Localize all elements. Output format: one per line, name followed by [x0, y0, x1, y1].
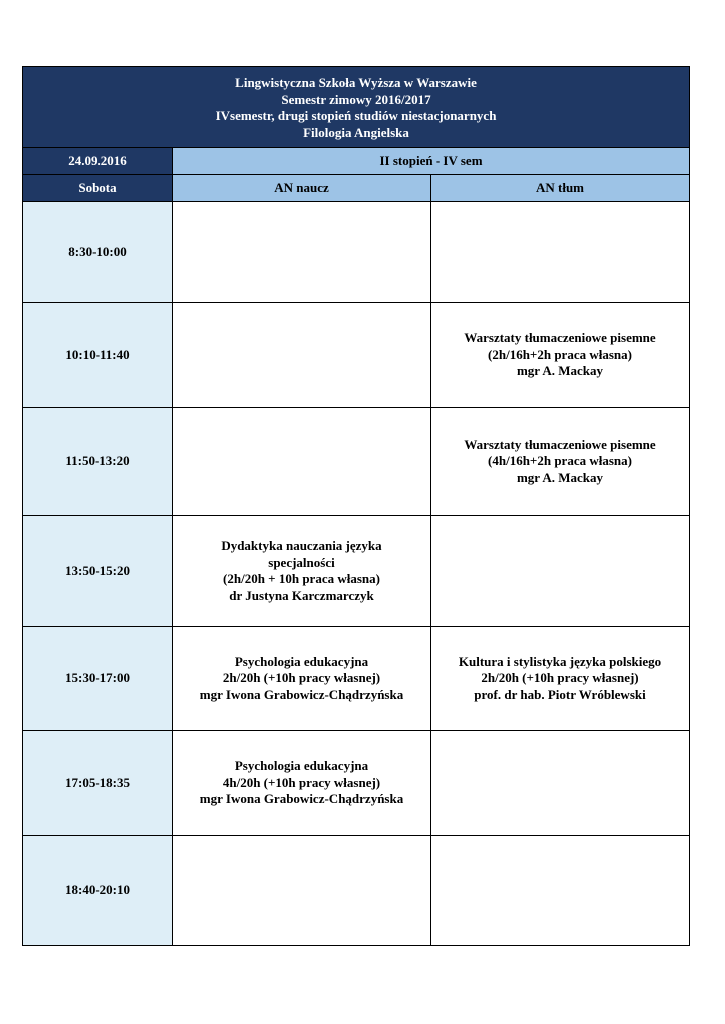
column-header-row [23, 175, 690, 202]
class-cell-an-tlum [431, 516, 690, 627]
class-info-line: Psychologia edukacyjna [234, 653, 369, 669]
class-cell-an-naucz [173, 627, 431, 731]
time-slot-row [23, 303, 690, 408]
time-slot-label: 17:05-18:35 [23, 731, 173, 836]
date-row [23, 148, 690, 175]
time-slot-row [23, 731, 690, 836]
class-cell-an-naucz [173, 731, 431, 836]
class-info-line: Warsztaty tłumaczeniowe pisemne [464, 436, 656, 452]
class-info-line: (2h/16h+2h praca własna) [488, 346, 632, 362]
time-slot-label: 11:50-13:20 [23, 408, 173, 516]
class-info-line: 2h/20h (+10h pracy własnej) [222, 670, 381, 686]
class-info-line: Psychologia edukacyjna [234, 758, 369, 774]
class-info-line: (2h/20h + 10h praca własna) [223, 571, 380, 586]
time-slot-row [23, 627, 690, 731]
class-cell-an-naucz [173, 516, 431, 627]
class-info-line: dr Justyna Karczmarczyk [229, 587, 374, 603]
study-level: IVsemestr, drugi stopień studiów niestacjonarnych [215, 108, 497, 123]
time-slot-row [23, 202, 690, 303]
group-label: II stopień - IV sem [173, 148, 690, 175]
class-cell-an-tlum [431, 202, 690, 303]
class-cell-an-naucz [173, 408, 431, 516]
date-label: 24.09.2016 [23, 148, 173, 175]
class-info-line: Dydaktyka nauczania języka [221, 538, 382, 553]
time-slot-row [23, 516, 690, 627]
class-cell-an-tlum [431, 303, 690, 408]
time-slot-row [23, 836, 690, 946]
class-info-line: 4h/20h (+10h pracy własnej) [222, 774, 381, 790]
time-slot-label: 18:40-20:10 [23, 836, 173, 946]
semester-name: Semestr zimowy 2016/2017 [281, 91, 431, 107]
class-info-line: mgr A. Mackay [516, 363, 604, 379]
class-cell-an-tlum [431, 836, 690, 946]
class-cell-an-naucz [173, 303, 431, 408]
class-cell-an-tlum [431, 408, 690, 516]
time-slot-label: 13:50-15:20 [23, 516, 173, 627]
time-slot-label: 8:30-10:00 [23, 202, 173, 303]
class-info-line: prof. dr hab. Piotr Wróblewski [474, 686, 646, 702]
class-info-line: mgr A. Mackay [516, 469, 604, 485]
time-slot-label: 15:30-17:00 [23, 627, 173, 731]
schedule-page [22, 66, 689, 946]
class-info-line: mgr Iwona Grabowicz-Chądrzyńska [199, 791, 404, 807]
class-info-line: mgr Iwona Grabowicz-Chądrzyńska [199, 686, 404, 702]
time-slot-row [23, 408, 690, 516]
column-header-an-tlum: AN tłum [431, 175, 690, 202]
class-cell-an-tlum [431, 731, 690, 836]
class-info-line: 2h/20h (+10h pracy własnej) [481, 670, 639, 686]
schedule-header [23, 67, 690, 148]
title-row [23, 67, 690, 148]
class-info-line: Warsztaty tłumaczeniowe pisemne [464, 330, 656, 346]
schedule-table [22, 66, 690, 946]
day-label: Sobota [23, 175, 173, 202]
time-slot-label: 10:10-11:40 [23, 303, 173, 408]
class-cell-an-tlum [431, 627, 690, 731]
class-info-line: Kultura i stylistyka języka polskiego [458, 653, 662, 669]
class-cell-an-naucz [173, 202, 431, 303]
column-header-an-naucz: AN naucz [173, 175, 431, 202]
class-cell-an-naucz [173, 836, 431, 946]
field-of-study: Filologia Angielska [303, 124, 409, 140]
school-name: Lingwistyczna Szkoła Wyższa w Warszawie [235, 75, 477, 90]
class-info-line: specjalności [268, 554, 335, 570]
schedule-body [23, 202, 690, 946]
class-info-line: (4h/16h+2h praca własna) [488, 453, 632, 469]
